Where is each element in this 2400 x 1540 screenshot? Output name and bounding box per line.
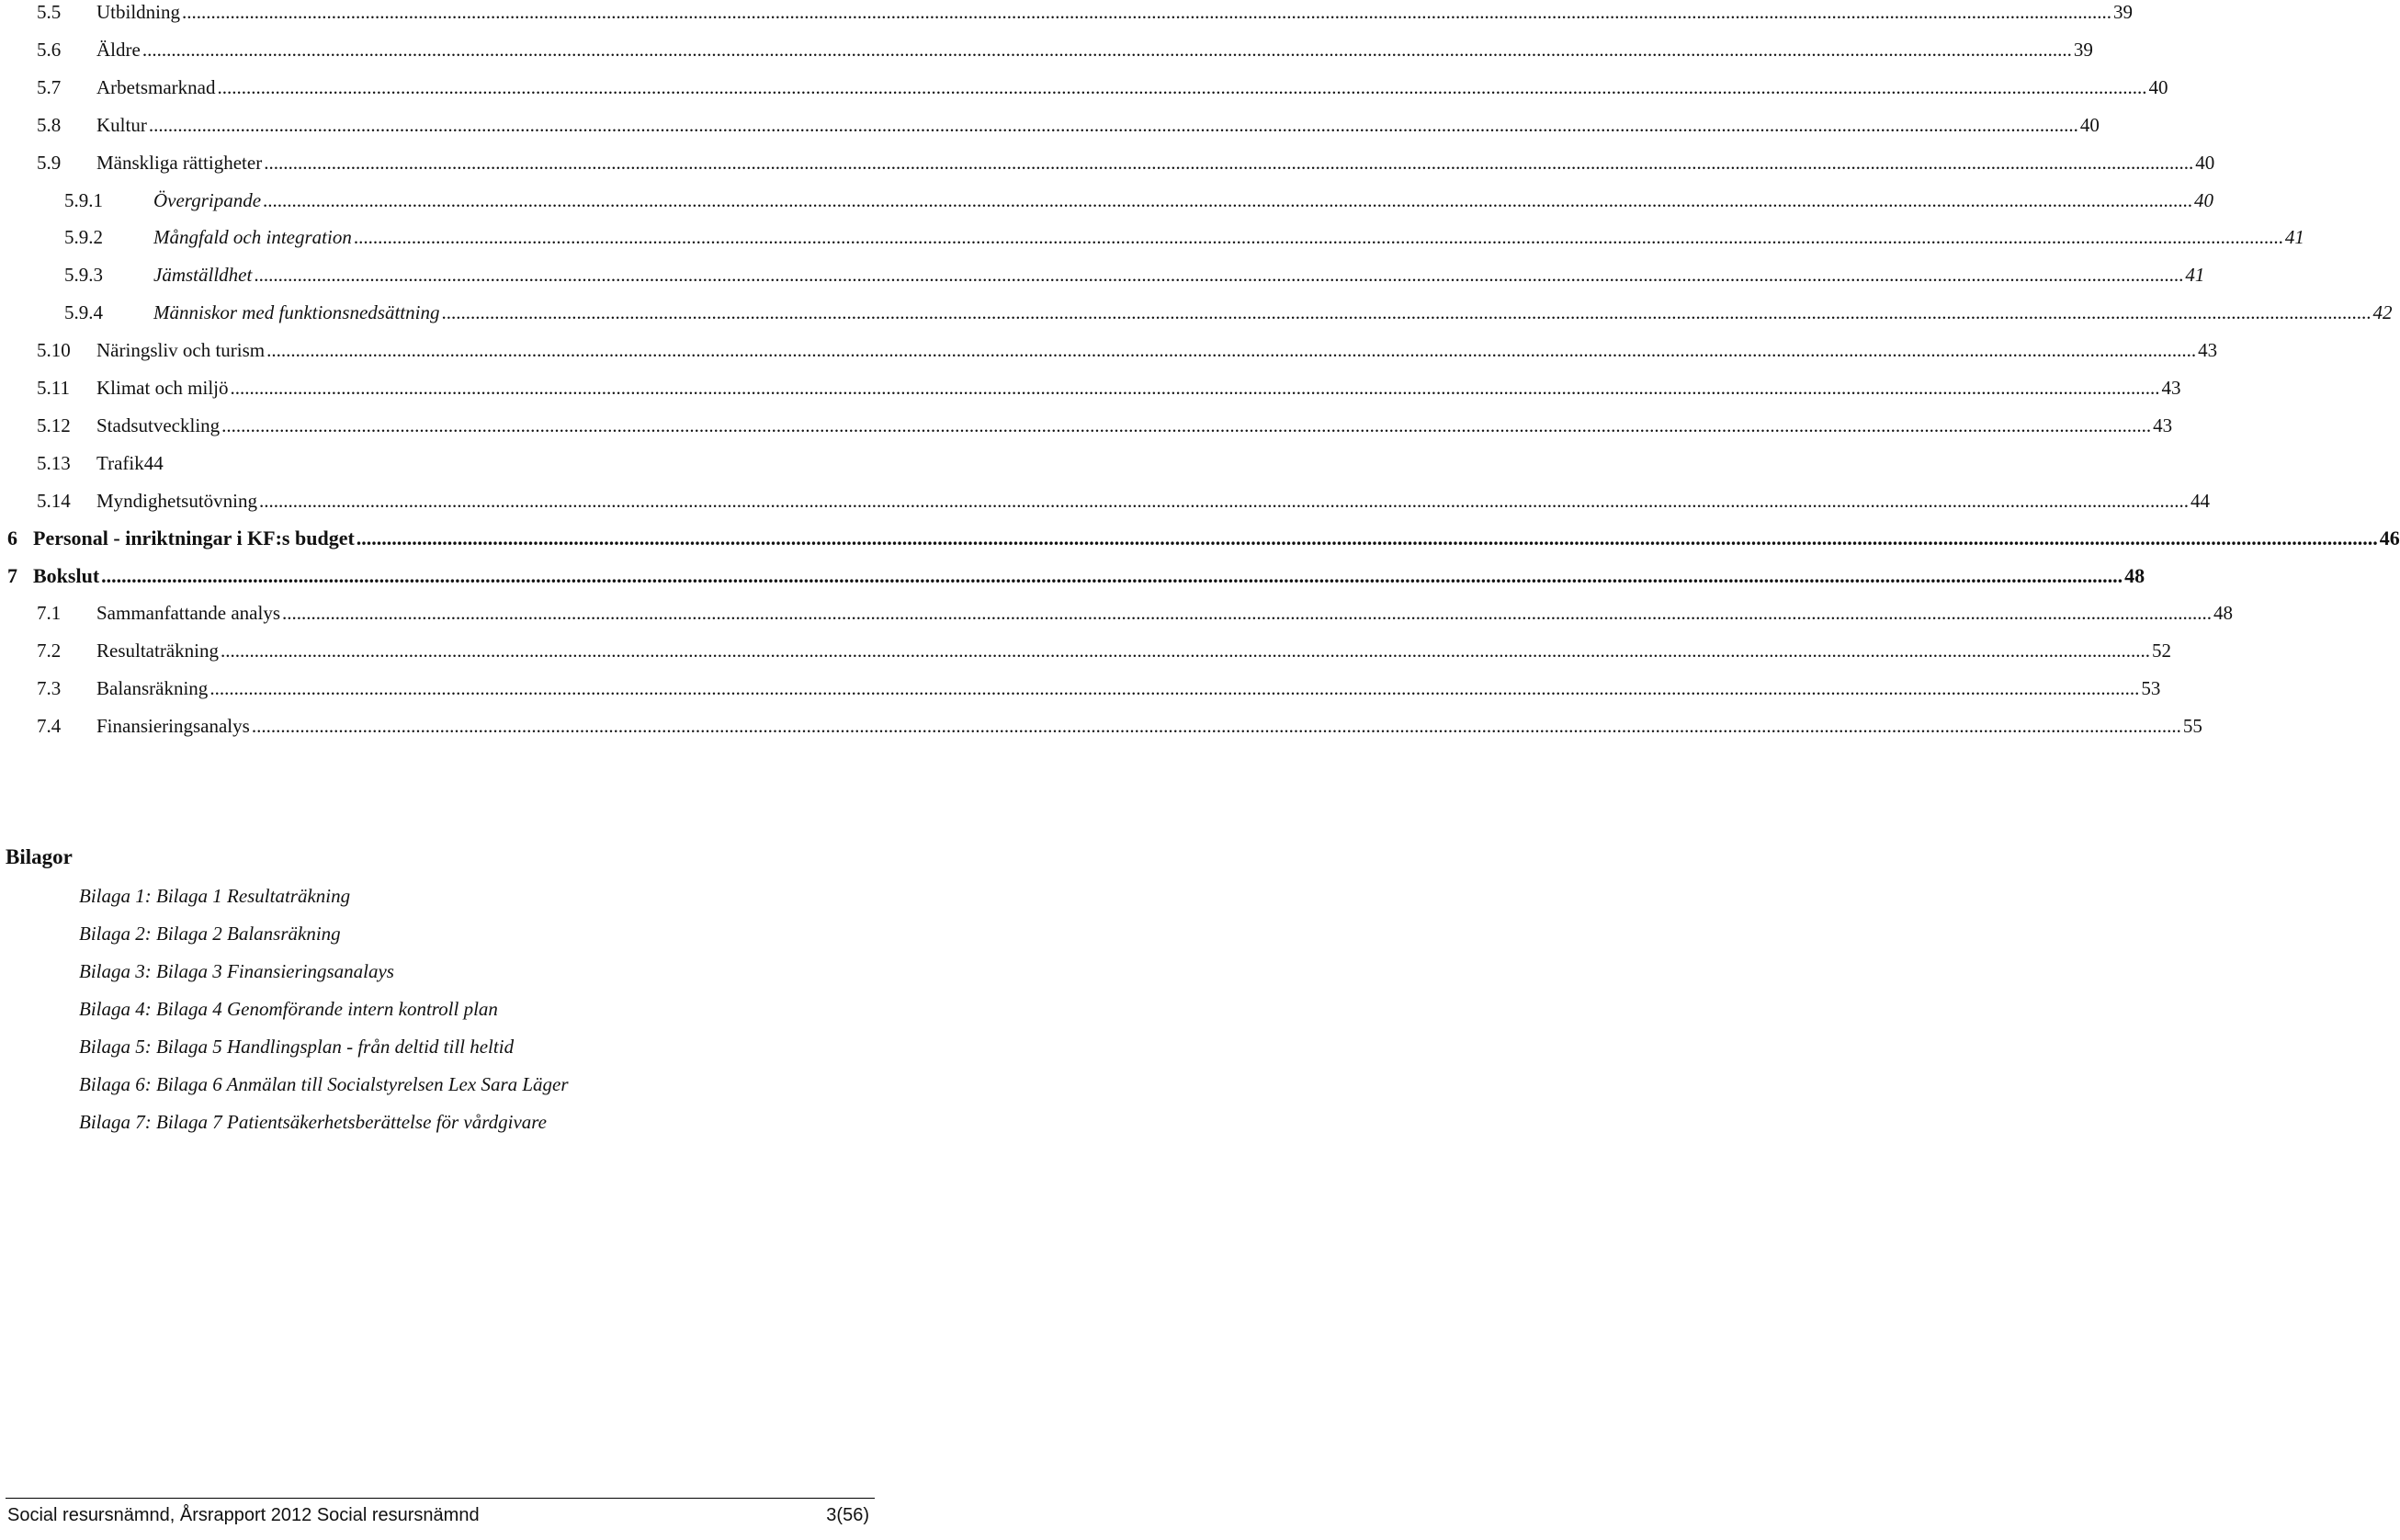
toc-entry[interactable]: [0, 674, 2161, 702]
toc-entry-page: 55: [2182, 715, 2202, 738]
toc-entry-title-line: [96, 111, 2100, 139]
footer-page-number: 3(56): [826, 1505, 869, 1525]
toc-entry-page: 40: [2079, 113, 2100, 136]
toc-entry-title-line: [96, 487, 2211, 515]
toc-entry-number: 5.12: [37, 413, 71, 436]
toc-entry-title-line: [153, 299, 2393, 326]
toc-entry-page: 39: [2073, 38, 2093, 61]
toc-entry-page: 43: [2198, 339, 2218, 362]
toc-entry-title-line: [96, 36, 2093, 63]
toc-entry-title-line: [96, 712, 2202, 740]
bilaga-item[interactable]: Bilaga 5: Bilaga 5 Handlingsplan - från deltid till heltid: [79, 1036, 515, 1058]
toc-entry-title: Mänskliga rättigheter: [96, 149, 264, 176]
toc-entry-page: 43: [2161, 377, 2181, 399]
toc-entry-number: 5.6: [37, 38, 62, 61]
toc-dot-leader: ................................................................................................................................................................................................................................................................................................................................................................................................................: [221, 413, 2152, 436]
toc-dot-leader: ................................................................................................................................................................................................................................................................................................................................................................................................................: [266, 339, 2197, 362]
toc-entry-title: Myndighetsutövning: [96, 487, 259, 515]
toc-entry-number: 5.9.2: [64, 226, 103, 249]
toc-entry-page: 41: [2185, 264, 2205, 287]
toc-entry-number: 5.5: [37, 1, 62, 23]
toc-entry-number: 5.9: [37, 151, 62, 174]
toc-dot-leader: ................................................................................................................................................................................................................................................................................................................................................................................................................: [217, 75, 2147, 98]
toc-entry[interactable]: [0, 599, 2234, 627]
toc-entry-page: 46: [2379, 526, 2400, 549]
toc-entry-title-line: [96, 336, 2218, 364]
toc-entry-page: 52: [2151, 640, 2171, 662]
toc-entry[interactable]: [0, 149, 2215, 176]
toc-entry[interactable]: [0, 487, 2211, 515]
toc-entry-title: Bokslut: [33, 562, 101, 590]
toc-entry-title-line: [153, 261, 2205, 289]
toc-entry-title-line: [153, 187, 2214, 214]
bilaga-item[interactable]: Bilaga 1: Bilaga 1 Resultaträkning: [79, 885, 351, 907]
toc-entry-page: 39: [2113, 1, 2134, 23]
toc-entry-number: 5.8: [37, 113, 62, 136]
toc-entry-page: 48: [2124, 563, 2145, 587]
toc-entry-title-line: [96, 412, 2173, 439]
toc-entry-title: Resultaträkning: [96, 637, 221, 664]
toc-dot-leader: ................................................................................................................................................................................................................................................................................................................................................................................................................: [251, 715, 2181, 738]
toc-entry-title-line: [96, 0, 2134, 26]
toc-dot-leader: ................................................................................................................................................................................................................................................................................................................................................................................................................: [353, 226, 2283, 249]
toc-entry-title: Arbetsmarknad: [96, 74, 217, 101]
toc-entry-title: Näringsliv och turism: [96, 336, 266, 364]
toc-entry-number: 5.13: [37, 451, 71, 474]
toc-entry-page: 40: [2148, 75, 2168, 98]
toc-entry-number: 5.9.1: [64, 188, 103, 211]
toc-entry-title: Stadsutveckling: [96, 412, 221, 439]
toc-entry-title: Människor med funktionsnedsättning: [153, 299, 441, 326]
toc-entry-title-line: [33, 525, 2400, 552]
toc-dot-leader: ................................................................................................................................................................................................................................................................................................................................................................................................................: [259, 489, 2190, 512]
bilaga-item[interactable]: Bilaga 7: Bilaga 7 Patientsäkerhetsberättelse för vårdgivare: [79, 1111, 547, 1133]
toc-dot-leader: ................................................................................................................................................................................................................................................................................................................................................................................................................: [263, 188, 2193, 211]
toc-entry-page: 53: [2141, 677, 2161, 700]
toc-entry-title-line: [153, 223, 2304, 251]
toc-entry-title: Övergripande: [153, 187, 263, 214]
toc-entry-title-line: [96, 74, 2168, 101]
toc-dot-leader: ................................................................................................................................................................................................................................................................................................................................................................................................................: [441, 301, 2372, 324]
toc-entry-number: 5.9.3: [64, 264, 103, 287]
toc-entry-title: Finansieringsanalys: [96, 712, 252, 740]
toc-entry-title-line: [33, 562, 2145, 590]
toc-entry-title-line: [96, 149, 2215, 176]
toc-entry-title: Sammanfattande analys: [96, 599, 282, 627]
toc-entry-title-line: [96, 449, 847, 477]
toc-entry-number: 7.2: [37, 640, 62, 662]
bilagor-heading: Bilagor: [6, 845, 73, 868]
toc-entry-page: 42: [2372, 301, 2393, 324]
toc-entry-number: 7: [7, 563, 17, 587]
toc-entry[interactable]: [0, 187, 2214, 214]
toc-entry[interactable]: [0, 0, 2134, 26]
bilaga-item[interactable]: Bilaga 3: Bilaga 3 Finansieringsanalays: [79, 960, 394, 982]
toc-dot-leader: ................................................................................................................................................................................................................................................................................................................................................................................................................: [101, 563, 2123, 587]
toc-dot-leader: ................................................................................................................................................................................................................................................................................................................................................................................................................: [254, 264, 2184, 287]
toc-dot-leader: ................................................................................................................................................................................................................................................................................................................................................................................................................: [264, 151, 2194, 174]
toc-entry-number: 7.3: [37, 677, 62, 700]
toc-entry-title: Kultur: [96, 111, 149, 139]
footer-document-title: Social resursnämnd, Årsrapport 2012 Social resursnämnd: [7, 1505, 480, 1525]
toc-entry-title: Klimat och miljö: [96, 374, 230, 402]
toc-entry-title: Äldre: [96, 36, 142, 63]
toc-entry[interactable]: [0, 712, 2202, 740]
toc-entry[interactable]: [0, 223, 2304, 251]
toc-entry-title: Mångfald och integration: [153, 223, 354, 251]
toc-entry-number: 6: [7, 526, 17, 549]
toc-entry-title: Trafik44: [96, 449, 165, 477]
toc-entry[interactable]: [0, 562, 2145, 590]
toc-entry[interactable]: [0, 637, 2171, 664]
toc-dot-leader: ................................................................................................................................................................................................................................................................................................................................................................................................................: [230, 377, 2160, 399]
toc-entry-page: 48: [2213, 602, 2234, 625]
toc-entry-page: 40: [2195, 151, 2215, 174]
toc-entry-page: 41: [2284, 226, 2304, 249]
toc-entry[interactable]: [0, 374, 2181, 402]
toc-entry-title: Balansräkning: [96, 674, 209, 702]
toc-entry[interactable]: [0, 525, 2400, 552]
toc-entry-number: 5.10: [37, 339, 71, 362]
toc-entry[interactable]: [0, 74, 2168, 101]
toc-entry-title-line: [96, 374, 2181, 402]
bilaga-item[interactable]: Bilaga 2: Bilaga 2 Balansräkning: [79, 923, 341, 945]
toc-entry[interactable]: [0, 111, 2100, 139]
bilaga-item[interactable]: Bilaga 4: Bilaga 4 Genomförande intern kontroll plan: [79, 998, 498, 1020]
toc-entry-number: 7.4: [37, 715, 62, 738]
toc-entry-page: 40: [2194, 188, 2214, 211]
toc-dot-leader: ................................................................................................................................................................................................................................................................................................................................................................................................................: [182, 1, 2112, 23]
toc-dot-leader: ................................................................................................................................................................................................................................................................................................................................................................................................................: [356, 526, 2378, 549]
toc-dot-leader: ................................................................................................................................................................................................................................................................................................................................................................................................................: [282, 602, 2213, 625]
toc-entry-page: 43: [2153, 413, 2173, 436]
toc-entry-title: Personal - inriktningar i KF:s budget: [33, 525, 357, 552]
toc-entry[interactable]: [0, 261, 2205, 289]
toc-entry-number: 5.11: [37, 377, 70, 399]
toc-entry-title-line: [96, 637, 2171, 664]
toc-entry[interactable]: [0, 449, 882, 477]
toc-dot-leader: ................................................................................................................................................................................................................................................................................................................................................................................................................: [220, 640, 2150, 662]
toc-entry-title-line: [96, 599, 2234, 627]
bilaga-item[interactable]: Bilaga 6: Bilaga 6 Anmälan till Socialstyrelsen Lex Sara Läger: [79, 1073, 569, 1095]
toc-dot-leader: ................................................................................................................................................................................................................................................................................................................................................................................................................: [142, 38, 2072, 61]
toc-entry-title: Jämställdhet: [153, 261, 254, 289]
toc-entry-title-line: [96, 674, 2161, 702]
toc-entry-number: 7.1: [37, 602, 62, 625]
toc-entry-number: 5.7: [37, 75, 62, 98]
toc-entry[interactable]: [0, 299, 2393, 326]
toc-dot-leader: ................................................................................................................................................................................................................................................................................................................................................................................................................: [148, 113, 2078, 136]
toc-entry-number: 5.14: [37, 489, 71, 512]
toc-entry[interactable]: [0, 36, 2093, 63]
toc-entry-number: 5.9.4: [64, 301, 103, 324]
toc-entry-page: 44: [2191, 489, 2211, 512]
toc-entry[interactable]: [0, 336, 2218, 364]
toc-entry[interactable]: [0, 412, 2173, 439]
toc-dot-leader: ................................................................................................................................................................................................................................................................................................................................................................................................................: [209, 677, 2140, 700]
toc-entry-title: Utbildning: [96, 0, 182, 26]
page-footer: [6, 1498, 875, 1525]
